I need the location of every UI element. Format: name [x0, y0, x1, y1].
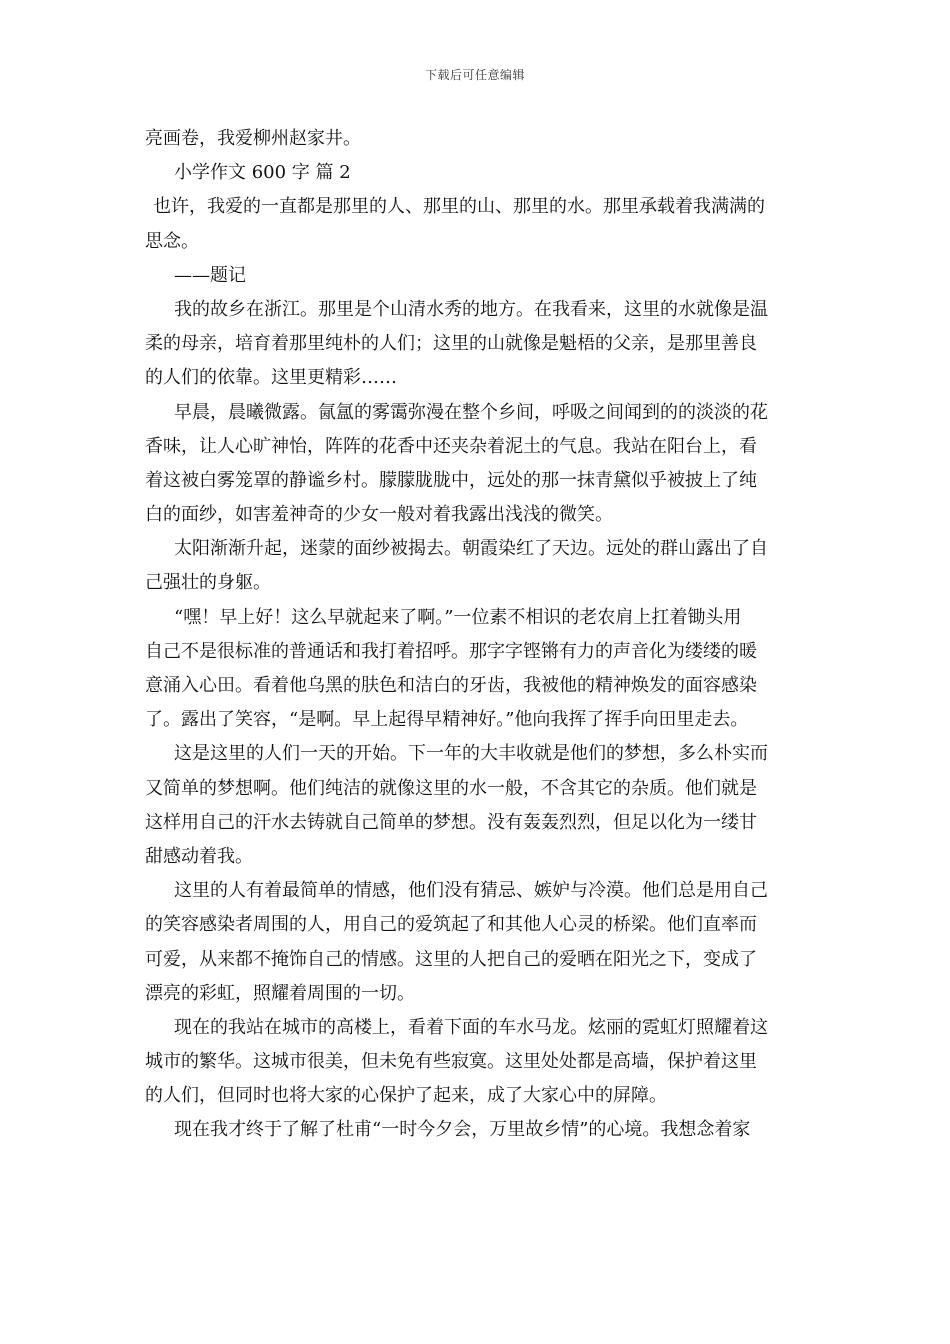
text-line: 白的面纱，如害羞神奇的少女一般对着我露出浅浅的微笑。 — [145, 504, 613, 526]
text-line: 现在我才终于了解了杜甫“一时今夕会，万里故乡情”的心境。我想念着家 — [174, 1119, 751, 1141]
text-line: 我的故乡在浙江。那里是个山清水秀的地方。在我看来，这里的水就像是温 — [174, 298, 768, 320]
text-line: ——题记 — [174, 264, 246, 286]
text-line: 小学作文 600 字 篇 2 — [174, 162, 351, 184]
text-line: “嘿！早上好！这么早就起来了啊。”一位素不相识的老农肩上扛着锄头用 — [174, 606, 742, 628]
text-line: 又简单的梦想啊。他们纯洁的就像这里的水一般，不含其它的杂质。他们就是 — [145, 777, 757, 799]
text-line: 的人们，但同时也将大家的心保护了起来，成了大家心中的屏障。 — [145, 1085, 667, 1107]
text-line: 柔的母亲，培育着那里纯朴的人们；这里的山就像是魁梧的父亲，是那里善良 — [145, 333, 757, 355]
text-line: 思念。 — [145, 230, 199, 252]
text-line: 香味，让人心旷神怡，阵阵的花香中还夹杂着泥土的气息。我站在阳台上，看 — [145, 435, 757, 457]
document-body — [145, 122, 807, 1148]
text-line: 这样用自己的汗水去铸就自己简单的梦想。没有轰轰烈烈，但足以化为一缕甘 — [145, 811, 757, 833]
text-line: 的笑容感染者周围的人，用自己的爱筑起了和其他人心灵的桥梁。他们直率而 — [145, 914, 757, 936]
text-line: 也许，我爱的一直都是那里的人、那里的山、那里的水。那里承载着我满满的 — [153, 196, 765, 218]
text-line: 着这被白雾笼罩的静谧乡村。朦朦胧胧中，远处的那一抹青黛似乎被披上了纯 — [145, 469, 757, 491]
text-line: 早晨，晨曦微露。氤氲的雾霭弥漫在整个乡间，呼吸之间闻到的的淡淡的花 — [174, 401, 768, 423]
text-line: 意涌入心田。看着他乌黑的肤色和洁白的牙齿，我被他的精神焕发的面容感染 — [145, 675, 757, 696]
text-line: 甜感动着我。 — [145, 845, 253, 867]
text-line: 己强壮的身躯。 — [145, 572, 271, 594]
text-line: 太阳渐渐升起，迷蒙的面纱被揭去。朝霞染红了天边。远处的群山露出了自 — [174, 538, 768, 560]
text-line: 这里的人有着最简单的情感，他们没有猜忌、嫉妒与冷漠。他们总是用自己 — [174, 880, 768, 902]
page-header: 下载后可任意编辑 — [424, 68, 525, 82]
text-line: 亮画卷，我爱柳州赵家井。 — [145, 128, 361, 149]
text-line: 了。露出了笑容，“是啊。早上起得早精神好。”他向我挥了挥手向田里走去。 — [145, 709, 749, 731]
text-line: 这是这里的人们一天的开始。下一年的大丰收就是他们的梦想，多么朴实而 — [174, 743, 768, 765]
text-line: 漂亮的彩虹，照耀着周围的一切。 — [145, 982, 415, 1004]
text-line: 可爱，从来都不掩饰自己的情感。这里的人把自己的爱晒在阳光之下，变成了 — [145, 948, 757, 970]
text-line: 的人们的依靠。这里更精彩…… — [145, 367, 397, 389]
text-line: 现在的我站在城市的高楼上，看着下面的车水马龙。炫丽的霓虹灯照耀着这 — [174, 1016, 768, 1038]
text-line: 城市的繁华。这城市很美，但未免有些寂寞。这里处处都是高墙，保护着这里 — [145, 1051, 757, 1073]
text-line: 自己不是很标准的普通话和我打着招呼。那字字铿锵有力的声音化为缕缕的暖 — [145, 640, 757, 662]
